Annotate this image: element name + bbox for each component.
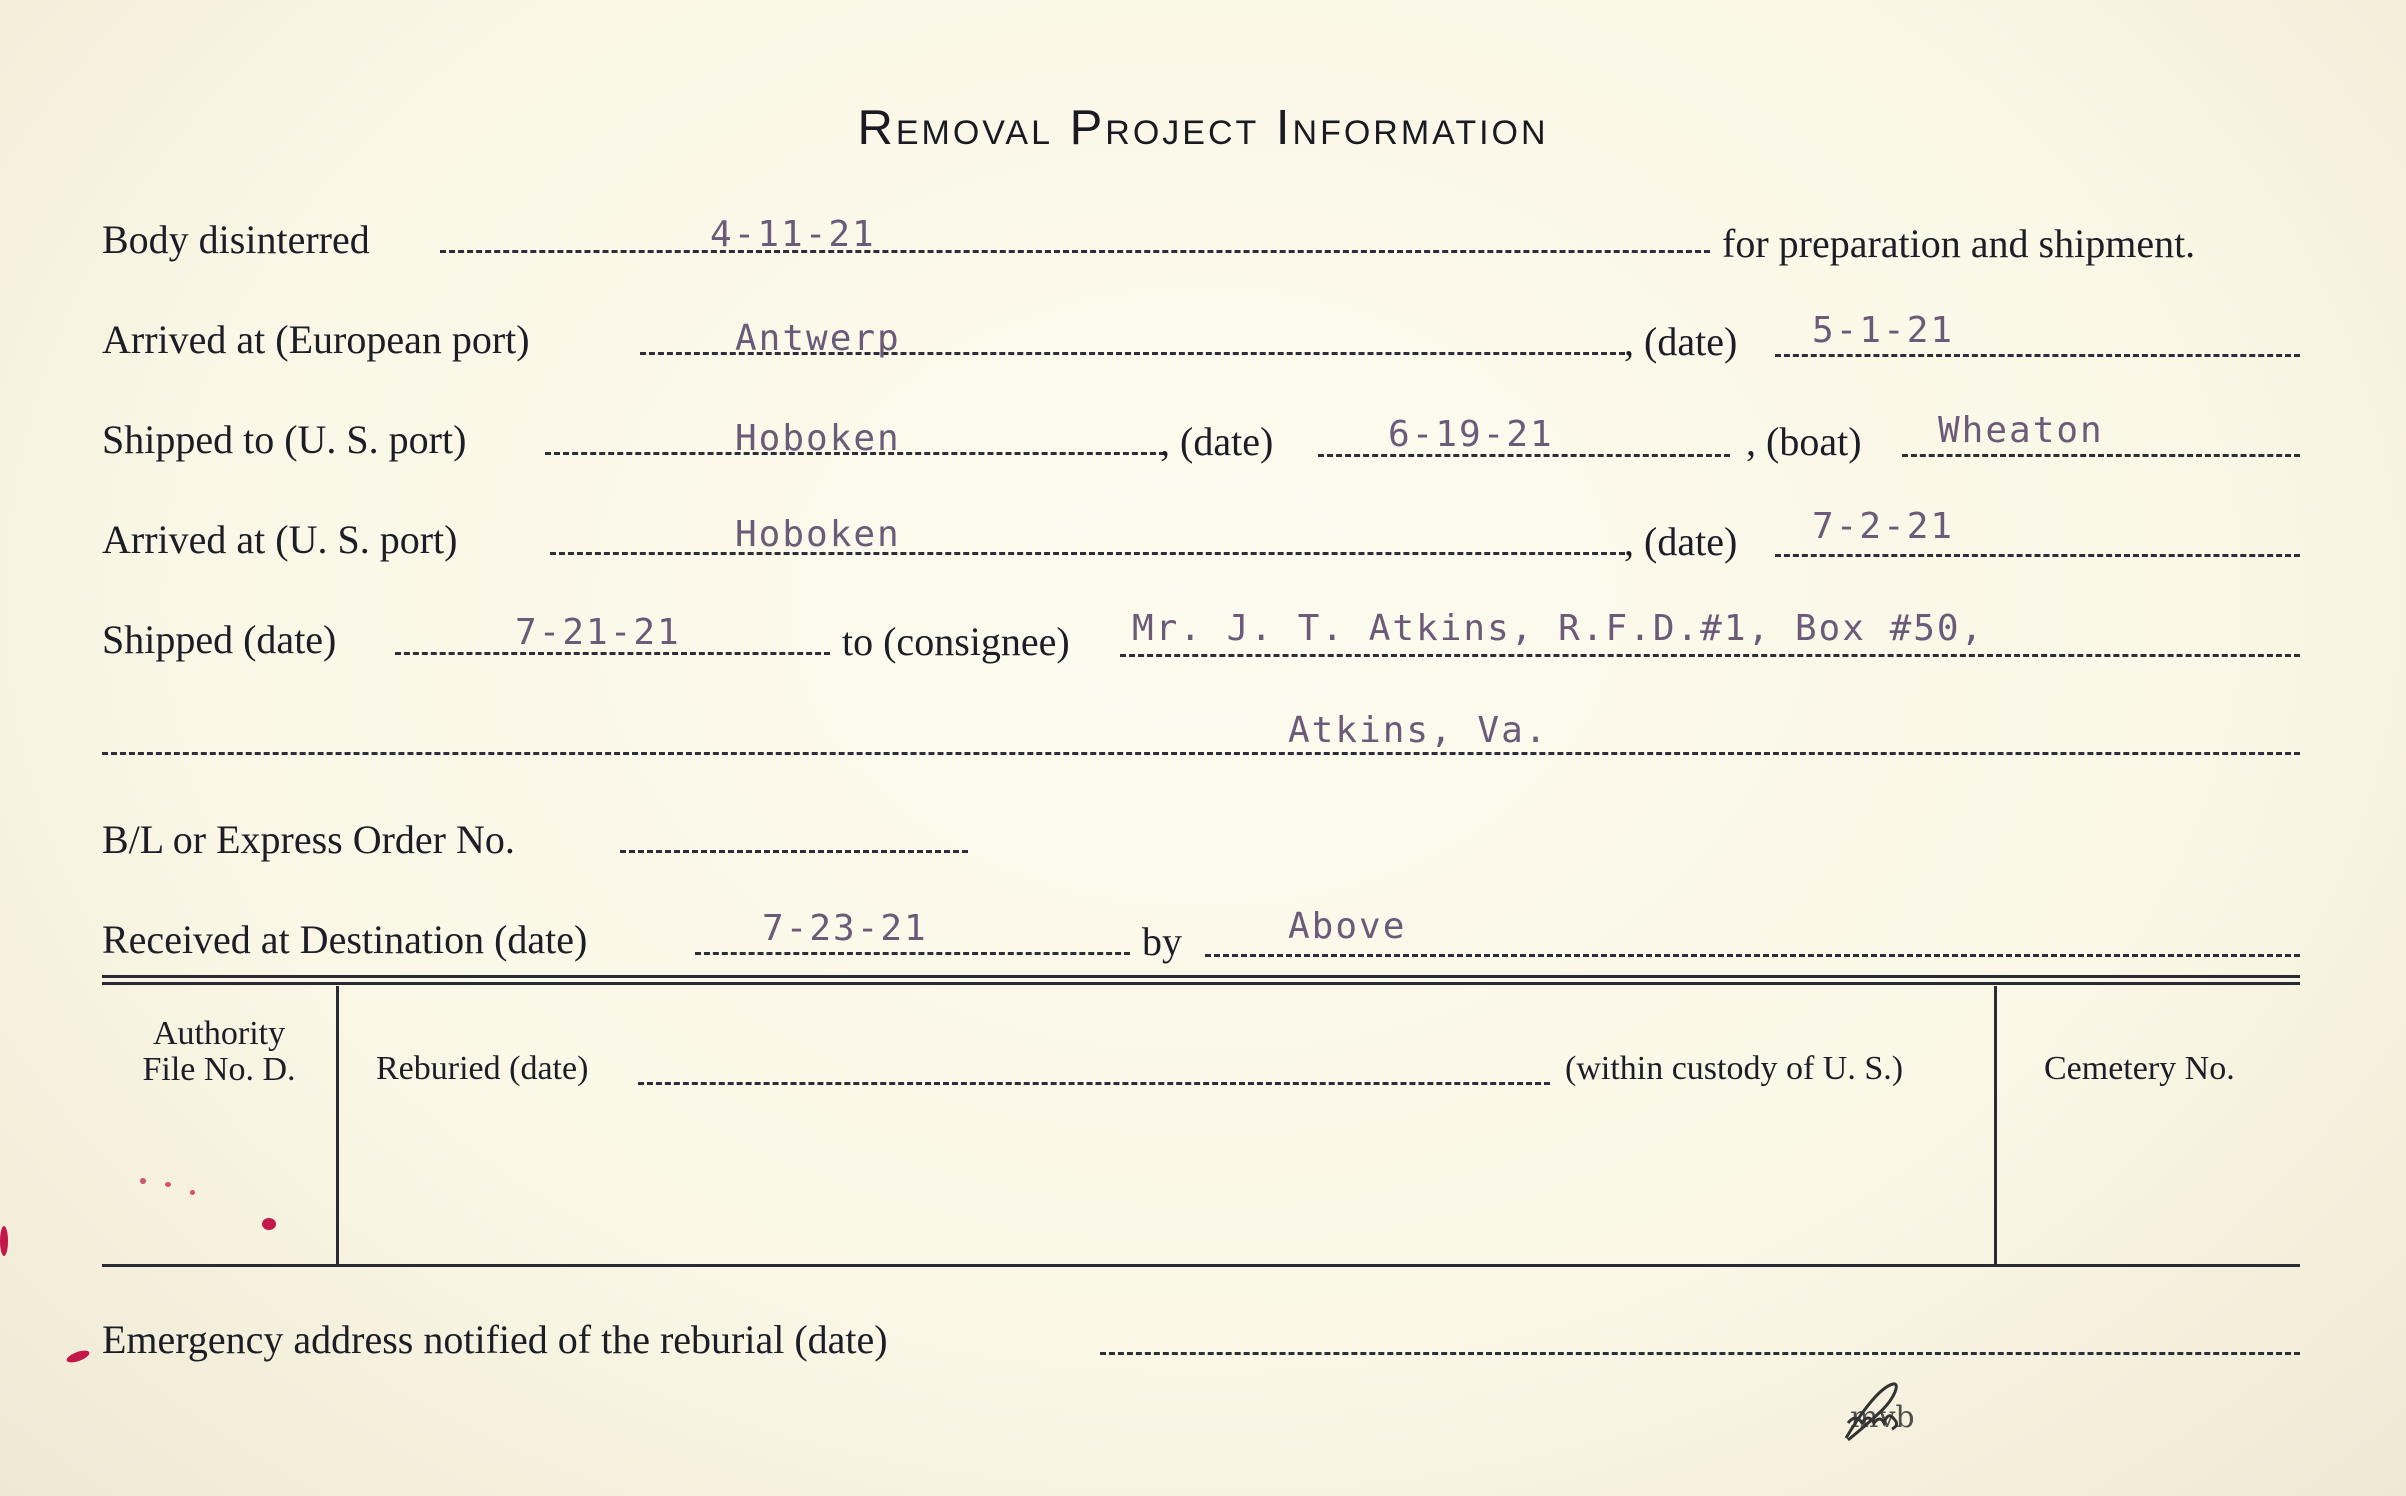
cemetery-label: Cemetery No. — [2044, 1050, 2235, 1087]
table-top-rule-2 — [102, 982, 2300, 985]
authority-label — [108, 1016, 330, 1088]
authority-line-1: Authority — [152, 1015, 286, 1052]
red-ink-speck — [65, 1348, 91, 1365]
shipped-us-boat-line — [1902, 454, 2300, 457]
red-ink-speck — [262, 1218, 276, 1230]
shipped-us-label: Shipped to (U. S. port) — [102, 417, 467, 462]
shipped-us-port: Hoboken — [735, 418, 901, 459]
shipped-us-boat: Wheaton — [1938, 410, 2104, 451]
body-disinterred-suffix: for preparation and shipment. — [1722, 221, 2196, 266]
shipped-date-label: Shipped (date) — [102, 617, 337, 662]
arrived-european-date-label: , (date) — [1624, 319, 1738, 364]
table-divider-left — [336, 986, 339, 1264]
emergency-line — [1100, 1352, 2300, 1355]
consignee-line-1: Mr. J. T. Atkins, R.F.D.#1, Box #50, — [1132, 608, 1985, 649]
red-ink-speck — [190, 1190, 195, 1195]
arrived-us-date-line — [1775, 554, 2300, 557]
consignee-label: to (consignee) — [842, 619, 1070, 664]
arrived-european-date: 5-1-21 — [1812, 310, 1955, 351]
table-top-rule — [102, 975, 2300, 978]
consignee-line — [1120, 654, 2300, 657]
emergency-label: Emergency address notified of the reburial (date) — [102, 1317, 888, 1362]
arrived-us-date: 7-2-21 — [1812, 506, 1955, 547]
shipped-us-boat-label: , (boat) — [1746, 419, 1862, 464]
custody-label: (within custody of U. S.) — [1565, 1050, 1904, 1087]
arrived-us-label: Arrived at (U. S. port) — [102, 517, 458, 562]
table-bottom-rule — [102, 1264, 2300, 1267]
arrived-european-date-line — [1775, 354, 2300, 357]
body-disinterred-label: Body disinterred — [102, 217, 370, 262]
handwritten-initials — [1838, 1378, 1928, 1458]
bl-order-line — [620, 850, 968, 853]
initials-text: mvb — [1850, 1400, 1915, 1435]
arrived-us-date-label: , (date) — [1624, 519, 1738, 564]
body-disinterred-line — [440, 250, 1710, 253]
arrived-us-port: Hoboken — [735, 514, 901, 555]
received-by-label: by — [1142, 919, 1182, 964]
received-by: Above — [1288, 906, 1407, 947]
arrived-us-port-line — [550, 552, 1625, 555]
table-divider-right — [1994, 986, 1997, 1264]
reburied-line — [638, 1082, 1550, 1085]
arrived-european-label: Arrived at (European port) — [102, 317, 530, 362]
authority-line-2: File No. D. — [142, 1051, 296, 1088]
shipped-us-date-label: , (date) — [1160, 419, 1274, 464]
received-date-line — [695, 952, 1130, 955]
received-by-line — [1205, 954, 2300, 957]
bl-order-label: B/L or Express Order No. — [102, 817, 515, 862]
received-date: 7-23-21 — [762, 908, 928, 949]
shipped-us-date: 6-19-21 — [1388, 414, 1554, 455]
red-ink-speck — [140, 1178, 146, 1184]
received-label: Received at Destination (date) — [102, 917, 588, 962]
consignee-line-2: Atkins, Va. — [1288, 710, 1549, 751]
red-ink-speck — [165, 1182, 171, 1187]
page-title: Removal Project Information — [857, 101, 1549, 155]
red-ink-speck — [0, 1226, 8, 1256]
body-disinterred-value: 4-11-21 — [710, 214, 876, 255]
reburied-label: Reburied (date) — [376, 1050, 589, 1087]
arrived-european-port: Antwerp — [735, 318, 901, 359]
consignee-continuation-line — [102, 752, 2300, 755]
shipped-date-value: 7-21-21 — [515, 612, 681, 653]
